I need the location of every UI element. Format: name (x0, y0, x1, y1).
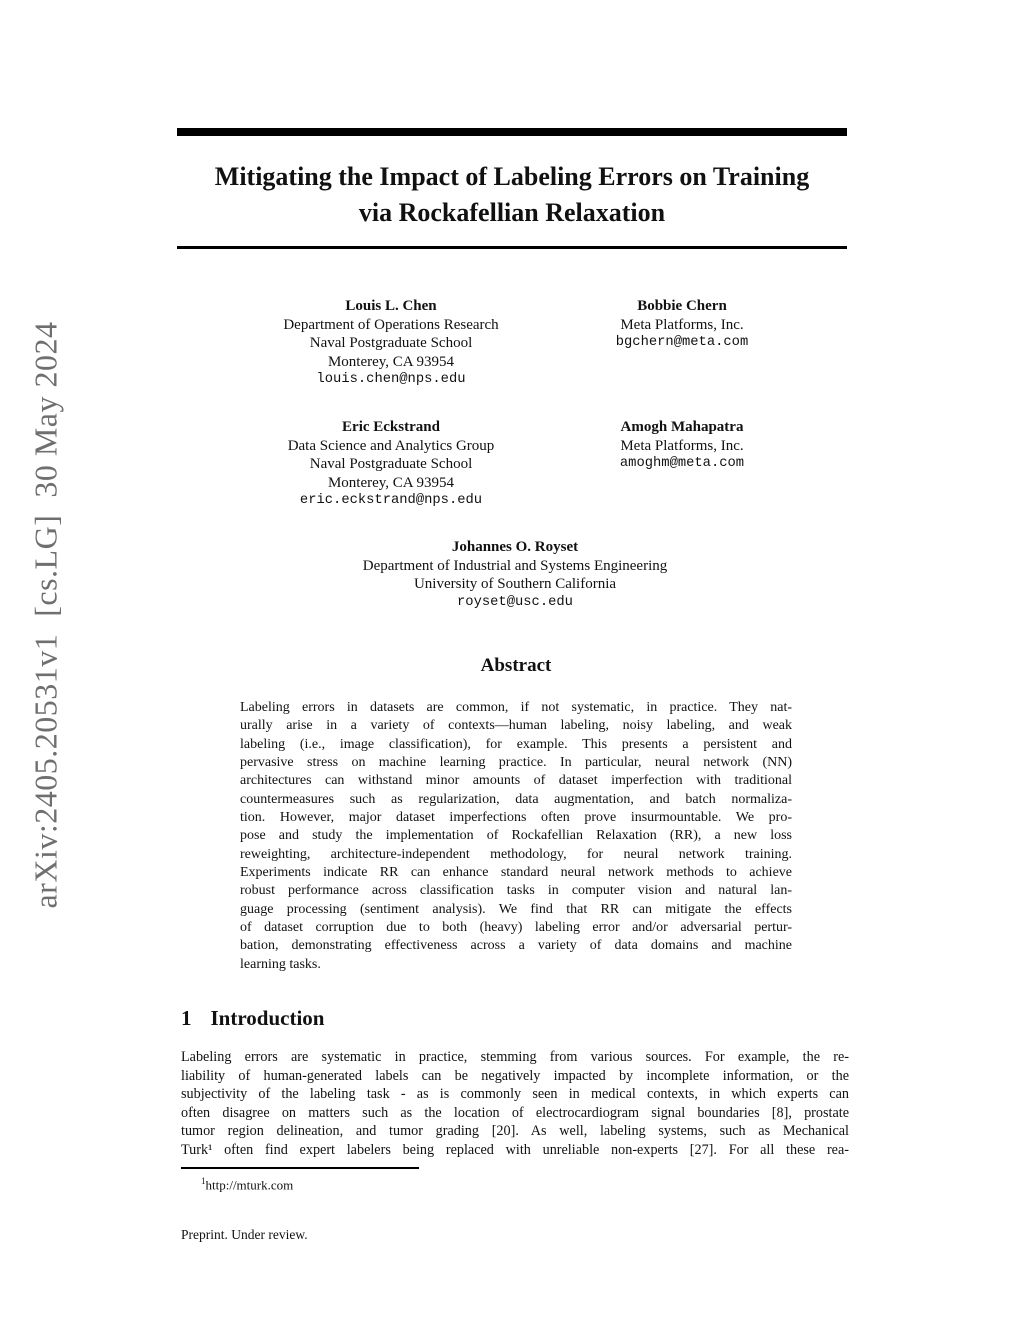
intro-paragraph (181, 1048, 849, 1160)
footnote-divider (181, 1167, 419, 1169)
text-line: Mitigating the Impact of Labeling Errors on Training (214, 162, 810, 191)
author-affiliation (240, 437, 542, 493)
text-line: countermeasures such as regularization, data augmentation, and batch normaliza- (240, 791, 792, 807)
top-rule (177, 128, 847, 136)
author-name: Johannes O. Royset (451, 539, 579, 555)
author-name: Louis L. Chen (345, 298, 437, 314)
author-card (315, 538, 715, 612)
author-name: Amogh Mahapatra (620, 419, 744, 435)
section-title: Introduction (210, 1006, 325, 1030)
footnote-text: http://mturk.com (205, 1177, 294, 1193)
text-line: Meta Platforms, Inc. (620, 437, 744, 454)
text-line: tion. However, major dataset imperfections often prove insurmountable. We pro- (240, 810, 792, 826)
footnote-marker: 1 (201, 1176, 206, 1186)
text-line: pose and study the implementation of Rockafellian Relaxation (RR), a new loss (240, 828, 792, 844)
bottom-rule (177, 246, 847, 249)
text-line: labeling (i.e., image classification), for example. This presents a persistent and (240, 736, 792, 752)
text-line: Monterey, CA 93954 (327, 353, 455, 370)
footnote (181, 1176, 849, 1193)
text-line: guage processing (sentiment analysis). We find that RR can mitigate the effects (240, 901, 792, 917)
text-line: Turk¹ often find expert labelers being replaced with unreliable non-experts [27]. For all these rea- (181, 1141, 849, 1158)
author-email: louis.chen@nps.edu (316, 372, 466, 387)
author-affiliation (240, 316, 542, 372)
section-heading (181, 1006, 324, 1031)
abstract-body (240, 699, 792, 974)
text-line: often disagree on matters such as the location of electrocardiogram signal boundaries [8], prostate (181, 1104, 849, 1121)
text-line: Data Science and Analytics Group (287, 437, 495, 454)
text-line: Labeling errors in datasets are common, if not systematic, in practice. They nat- (240, 700, 792, 715)
text-line: tumor region delineation, and tumor grading [20]. As well, labeling systems, such as Mechanical (181, 1123, 849, 1140)
author-card (240, 297, 542, 390)
text-line: Naval Postgraduate School (309, 335, 473, 351)
text-line: pervasive stress on machine learning practice. In particular, neural network (NN) (240, 755, 792, 771)
text-line: Department of Industrial and Systems Engineering (362, 557, 668, 574)
text-line: urally arise in a variety of contexts—human labeling, noisy labeling, and weak (240, 718, 792, 734)
author-email: bgchern@meta.com (615, 335, 749, 350)
text-line: Department of Operations Research (283, 316, 499, 333)
text-line: University of Southern California (413, 576, 617, 592)
author-card (557, 418, 807, 474)
text-line: robust performance across classification tasks in computer vision and natural lan- (240, 883, 792, 899)
section-number: 1 (181, 1006, 192, 1030)
text-line: Naval Postgraduate School (309, 456, 473, 472)
author-email: amoghm@meta.com (619, 456, 745, 471)
arxiv-watermark: arXiv:2405.20531v1 [cs.LG] 30 May 2024 (27, 321, 64, 909)
author-email: royset@usc.edu (457, 594, 573, 610)
author-affiliation (315, 557, 715, 594)
text-line: learning tasks. (240, 956, 321, 972)
text-line: Meta Platforms, Inc. (620, 316, 744, 333)
preprint-note: Preprint. Under review. (181, 1227, 308, 1242)
text-line: liability of human-generated labels can be negatively impacted by incomplete information, or the (181, 1067, 849, 1084)
text-line: Labeling errors are systematic in practice, stemming from various sources. For example, the re- (181, 1049, 849, 1065)
author-card (557, 297, 807, 353)
text-line: Experiments indicate RR can enhance standard neural network methods to achieve (240, 865, 792, 881)
paper-title (140, 159, 884, 231)
text-line: Monterey, CA 93954 (327, 474, 455, 491)
author-name: Eric Eckstrand (342, 419, 440, 435)
abstract-heading: Abstract (480, 655, 552, 676)
author-card (240, 418, 542, 511)
author-affiliation (557, 437, 807, 456)
author-email: eric.eckstrand@nps.edu (299, 493, 483, 508)
author-affiliation (557, 316, 807, 335)
text-line: architectures can withstand minor amounts of dataset imperfection with traditional (240, 773, 792, 789)
author-name: Bobbie Chern (637, 298, 727, 314)
text-line: bation, demonstrating effectiveness across a variety of data domains and machine (240, 938, 792, 954)
text-line: reweighting, architecture-independent methodology, for neural network training. (240, 846, 792, 862)
text-line: subjectivity of the labeling task - as is commonly seen in medical contexts, in which experts can (181, 1086, 849, 1103)
text-line: via Rockafellian Relaxation (358, 198, 666, 227)
text-line: of dataset corruption due to both (heavy) labeling error and/or adversarial pertur- (240, 920, 792, 936)
